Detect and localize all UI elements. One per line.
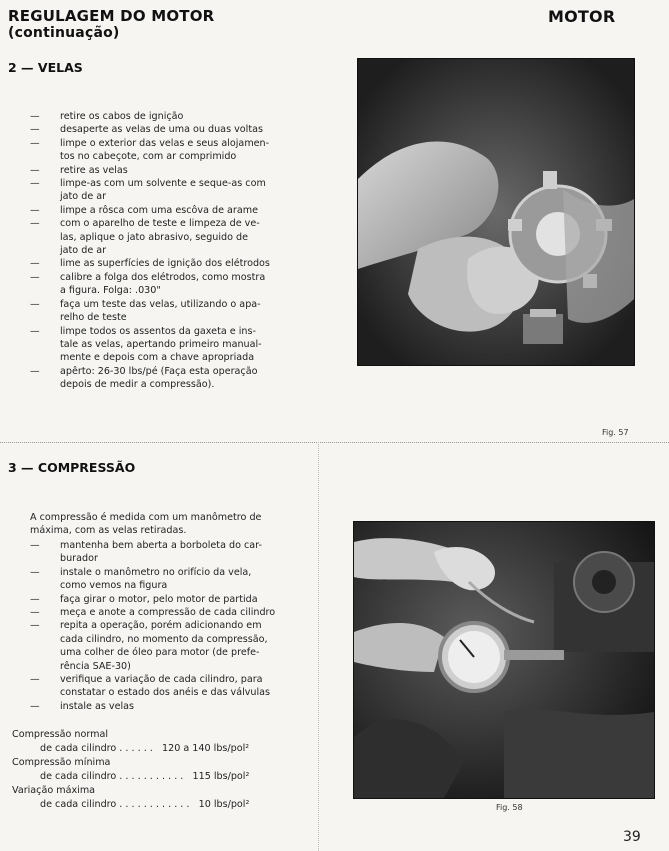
list-item-line: limpe-as com um solvente e seque-as com <box>60 178 266 190</box>
spec-row <box>12 784 302 812</box>
compression-gauge-photo-icon <box>354 522 654 798</box>
spec-row <box>12 728 302 756</box>
list-item <box>30 110 282 123</box>
list-item-line: tale as velas, apertando primeiro manual- <box>60 338 262 350</box>
bullet-dash: — <box>30 178 40 190</box>
list-item-line: relho de teste <box>60 312 127 324</box>
list-item-line: meça e anote a compressão de cada cilindro <box>60 607 276 619</box>
list-item-line: limpe todos os assentos da gaxeta e ins- <box>60 325 256 337</box>
figure-57-caption: Fig. 57 <box>602 428 629 437</box>
figure-57-photo <box>357 58 635 366</box>
list-item <box>30 204 282 217</box>
list-item-line: mantenha bem aberta a borboleta do car- <box>60 540 262 551</box>
bullet-dash: — <box>30 111 40 122</box>
list-item-line: como vemos na figura <box>60 580 168 592</box>
list-item-line: depois de medir a compressão). <box>60 379 215 391</box>
page-number: 39 <box>623 829 641 845</box>
bullet-dash: — <box>30 540 40 551</box>
section-3-heading: 3 — COMPRESSÃO <box>8 460 136 475</box>
bullet-dash: — <box>30 566 40 578</box>
list-item-line: apêrto: 26-30 lbs/pé (Faça esta operação <box>60 365 258 377</box>
list-item-line: a figura. Folga: .030" <box>60 285 161 297</box>
list-item-line: uma colher de óleo para motor (de prefe- <box>60 647 260 659</box>
spec-label: Variação máxima <box>12 785 96 796</box>
bullet-dash: — <box>30 593 40 605</box>
list-item-line: rência SAE-30) <box>60 660 131 672</box>
spec-value: de cada cilindro . . . . . . 120 a 140 lbs/pol² <box>40 743 250 754</box>
bullet-dash: — <box>30 124 40 136</box>
section-2-heading: 2 — VELAS <box>8 60 83 75</box>
list-item-line: lime as superfícies de ignição dos elétrodos <box>60 258 270 270</box>
list-item-line: repita a operação, porém adicionando em <box>60 620 262 632</box>
list-item-line: retire as velas <box>60 164 128 176</box>
list-item-line: burador <box>60 553 98 565</box>
list-item-line: retire os cabos de ignição <box>60 111 184 122</box>
list-item <box>30 700 292 713</box>
bullet-dash: — <box>30 620 40 632</box>
list-item <box>30 271 282 298</box>
spec-value: de cada cilindro . . . . . . . . . . . 115 lbs/pol² <box>40 771 250 782</box>
list-item <box>30 298 282 325</box>
bullet-dash: — <box>30 137 40 149</box>
list-item <box>30 137 282 164</box>
list-item <box>30 673 292 700</box>
list-item <box>30 606 292 619</box>
bullet-dash: — <box>30 365 40 377</box>
list-item <box>30 619 292 673</box>
intro-line: A compressão é medida com um manômetro de <box>30 512 262 523</box>
spec-row <box>12 756 302 784</box>
list-item <box>30 325 282 365</box>
intro-line: máxima, com as velas retiradas. <box>30 525 187 537</box>
list-item-line: calibre a folga dos elétrodos, como mostra <box>60 271 266 283</box>
compressao-steps-list <box>30 539 292 713</box>
list-item-line: faça um teste das velas, utilizando o apa- <box>60 298 261 310</box>
bullet-dash: — <box>30 218 40 230</box>
bullet-dash: — <box>30 271 40 283</box>
spark-plug-gasket-photo-icon <box>358 59 634 365</box>
spec-value: de cada cilindro . . . . . . . . . . . . 10 lbs/pol² <box>40 799 250 810</box>
bullet-dash: — <box>30 204 40 216</box>
list-item <box>30 539 292 566</box>
bullet-dash: — <box>30 607 40 619</box>
list-item-line: limpe a rôsca com uma escôva de arame <box>60 204 258 216</box>
bullet-dash: — <box>30 164 40 176</box>
section-title: MOTOR <box>548 7 616 26</box>
list-item-line: las, aplique o jato abrasivo, seguido de <box>60 231 249 243</box>
bullet-dash: — <box>30 674 40 686</box>
spec-label: Compressão normal <box>12 729 109 740</box>
list-item-line: desaperte as velas de uma ou duas voltas <box>60 124 263 136</box>
title-line-1: REGULAGEM DO MOTOR <box>8 7 215 25</box>
bullet-dash: — <box>30 325 40 337</box>
page-title <box>8 7 214 41</box>
section-divider <box>0 442 669 443</box>
list-item-line: instale o manômetro no orifício da vela, <box>60 566 252 578</box>
list-item <box>30 123 282 136</box>
list-item-line: constatar o estado dos anéis e das válvulas <box>60 687 271 699</box>
list-item-line: jato de ar <box>60 245 107 257</box>
figure-58-caption: Fig. 58 <box>496 803 523 812</box>
list-item-line: instale as velas <box>60 700 135 712</box>
list-item <box>30 257 282 270</box>
compressao-intro <box>30 511 290 538</box>
list-item <box>30 217 282 257</box>
column-divider <box>318 442 319 851</box>
velas-steps-list <box>30 110 282 392</box>
list-item-line: tos no cabeçote, com ar comprimido <box>60 151 237 163</box>
list-item <box>30 593 292 606</box>
title-line-2: (continuação) <box>8 25 120 41</box>
list-item-line: com o aparelho de teste e limpeza de ve- <box>60 218 260 230</box>
list-item <box>30 177 282 204</box>
bullet-dash: — <box>30 258 40 270</box>
list-item-line: mente e depois com a chave apropriada <box>60 352 255 364</box>
list-item <box>30 164 282 177</box>
list-item-line: faça girar o motor, pelo motor de partida <box>60 593 258 605</box>
figure-58-photo <box>353 521 655 799</box>
list-item-line: verifique a variação de cada cilindro, para <box>60 674 263 686</box>
list-item <box>30 566 292 593</box>
list-item-line: cada cilindro, no momento da compressão, <box>60 633 268 645</box>
list-item-line: jato de ar <box>60 191 107 203</box>
spec-label: Compressão mínima <box>12 757 111 768</box>
bullet-dash: — <box>30 298 40 310</box>
bullet-dash: — <box>30 700 40 712</box>
compression-specs <box>12 728 302 812</box>
list-item <box>30 365 282 392</box>
list-item-line: limpe o exterior das velas e seus alojamen- <box>60 137 270 149</box>
